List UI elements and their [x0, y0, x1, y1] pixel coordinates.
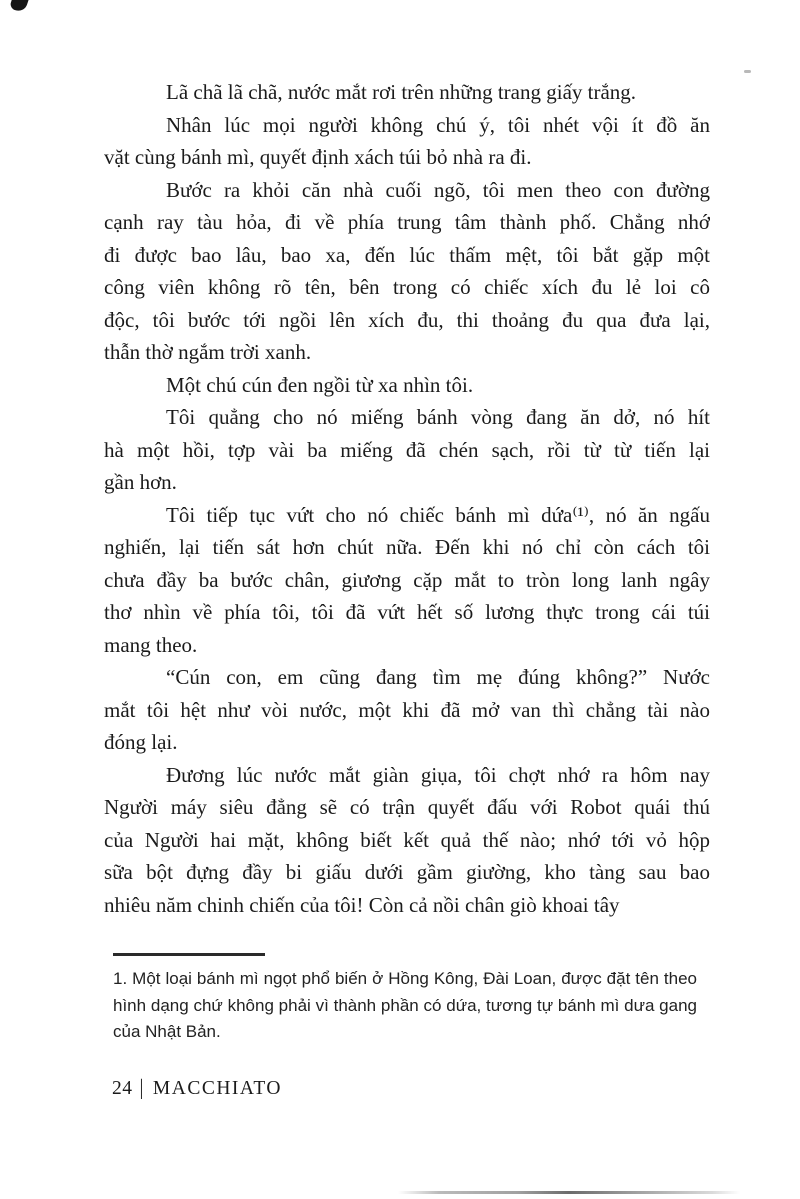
- text-line: nhiêu năm chinh chiến của tôi! Còn cả nồi chân giò khoai tây: [104, 892, 620, 917]
- body-text: [104, 76, 710, 921]
- scan-speck-artifact: [744, 70, 751, 73]
- text-line: hà một hồi, tợp vài ba miếng đã chén sạch, rồi từ từ tiến lại: [104, 437, 710, 462]
- footer-separator: |: [139, 1076, 144, 1101]
- text-line: Bước ra khỏi căn nhà cuối ngõ, tôi men theo con đường: [166, 177, 710, 202]
- page-footer: [112, 1078, 282, 1100]
- text-line: “Cún con, em cũng đang tìm mẹ đúng không?” Nước: [166, 665, 710, 689]
- text-line: vặt cùng bánh mì, quyết định xách túi bỏ nhà ra đi.: [104, 145, 532, 169]
- text-line: Nhân lúc mọi người không chú ý, tôi nhét vội ít đồ ăn: [166, 112, 710, 137]
- text-line: sữa bột đựng đầy bi giấu dưới gầm giường, kho tàng sau bao: [104, 860, 710, 884]
- book-title: MACCHIATO: [152, 1078, 282, 1099]
- text-line: chưa đầy ba bước chân, giương cặp mắt to tròn long lanh ngây: [104, 567, 710, 592]
- text-line: độc, tôi bước tới ngồi lên xích đu, thi thoảng đu qua đưa lại,: [104, 307, 710, 332]
- text-line: hình dạng chứ không phải vì thành phần có dứa, tương tự bánh mì dưa gang: [113, 995, 697, 1015]
- text-line: công viên không rõ tên, bên trong có chiếc xích đu lẻ loi cô: [104, 275, 710, 299]
- text-line: 1. Một loại bánh mì ngọt phổ biến ở Hồng Kông, Đài Loan, được đặt tên theo: [113, 969, 697, 988]
- text-line: gần hơn.: [104, 470, 177, 494]
- text-line: nghiến, lại tiến sát hơn chút nữa. Đến khi nó chỉ còn cách tôi: [104, 535, 710, 559]
- text-line: của Người hai mặt, không biết kết quả thế nào; nhớ tới vỏ hộp: [104, 827, 710, 852]
- text-line: thơ nhìn về phía tôi, tôi đã vứt hết số lương thực trong cái túi: [104, 600, 710, 624]
- footnote-text: [113, 966, 697, 1046]
- text-line: Người máy siêu đẳng sẽ có trận quyết đấu với Robot quái thú: [104, 795, 710, 819]
- text-line: cạnh ray tàu hỏa, đi về phía trung tâm thành phố. Chẳng nhớ: [104, 210, 710, 234]
- text-line: Lã chã lã chã, nước mắt rơi trên những trang giấy trắng.: [166, 80, 637, 104]
- text-line: Tôi tiếp tục vứt cho nó chiếc bánh mì dứa⁽¹⁾, nó ăn ngấu: [166, 502, 710, 527]
- page-number: 24: [112, 1078, 133, 1099]
- text-line: mang theo.: [104, 632, 198, 657]
- text-line: mắt tôi hệt như vòi nước, một khi đã mở van thì chẳng tài nào: [104, 697, 710, 722]
- text-line: của Nhật Bản.: [113, 1022, 221, 1041]
- text-line: thẫn thờ ngắm trời xanh.: [104, 340, 312, 364]
- footnote-section: [113, 953, 697, 1046]
- text-line: Tôi quẳng cho nó miếng bánh vòng đang ăn dở, nó hít: [166, 405, 710, 429]
- text-line: Một chú cún đen ngồi từ xa nhìn tôi.: [166, 372, 474, 397]
- footnote-divider: [113, 953, 265, 956]
- scan-edge-line-artifact: [398, 1191, 740, 1194]
- scan-corner-artifact: [9, 0, 29, 13]
- text-line: Đương lúc nước mắt giàn giụa, tôi chợt nhớ ra hôm nay: [166, 762, 710, 787]
- text-line: đóng lại.: [104, 730, 178, 754]
- text-line: đi được bao lâu, bao xa, đến lúc thấm mệt, tôi bắt gặp một: [104, 242, 710, 267]
